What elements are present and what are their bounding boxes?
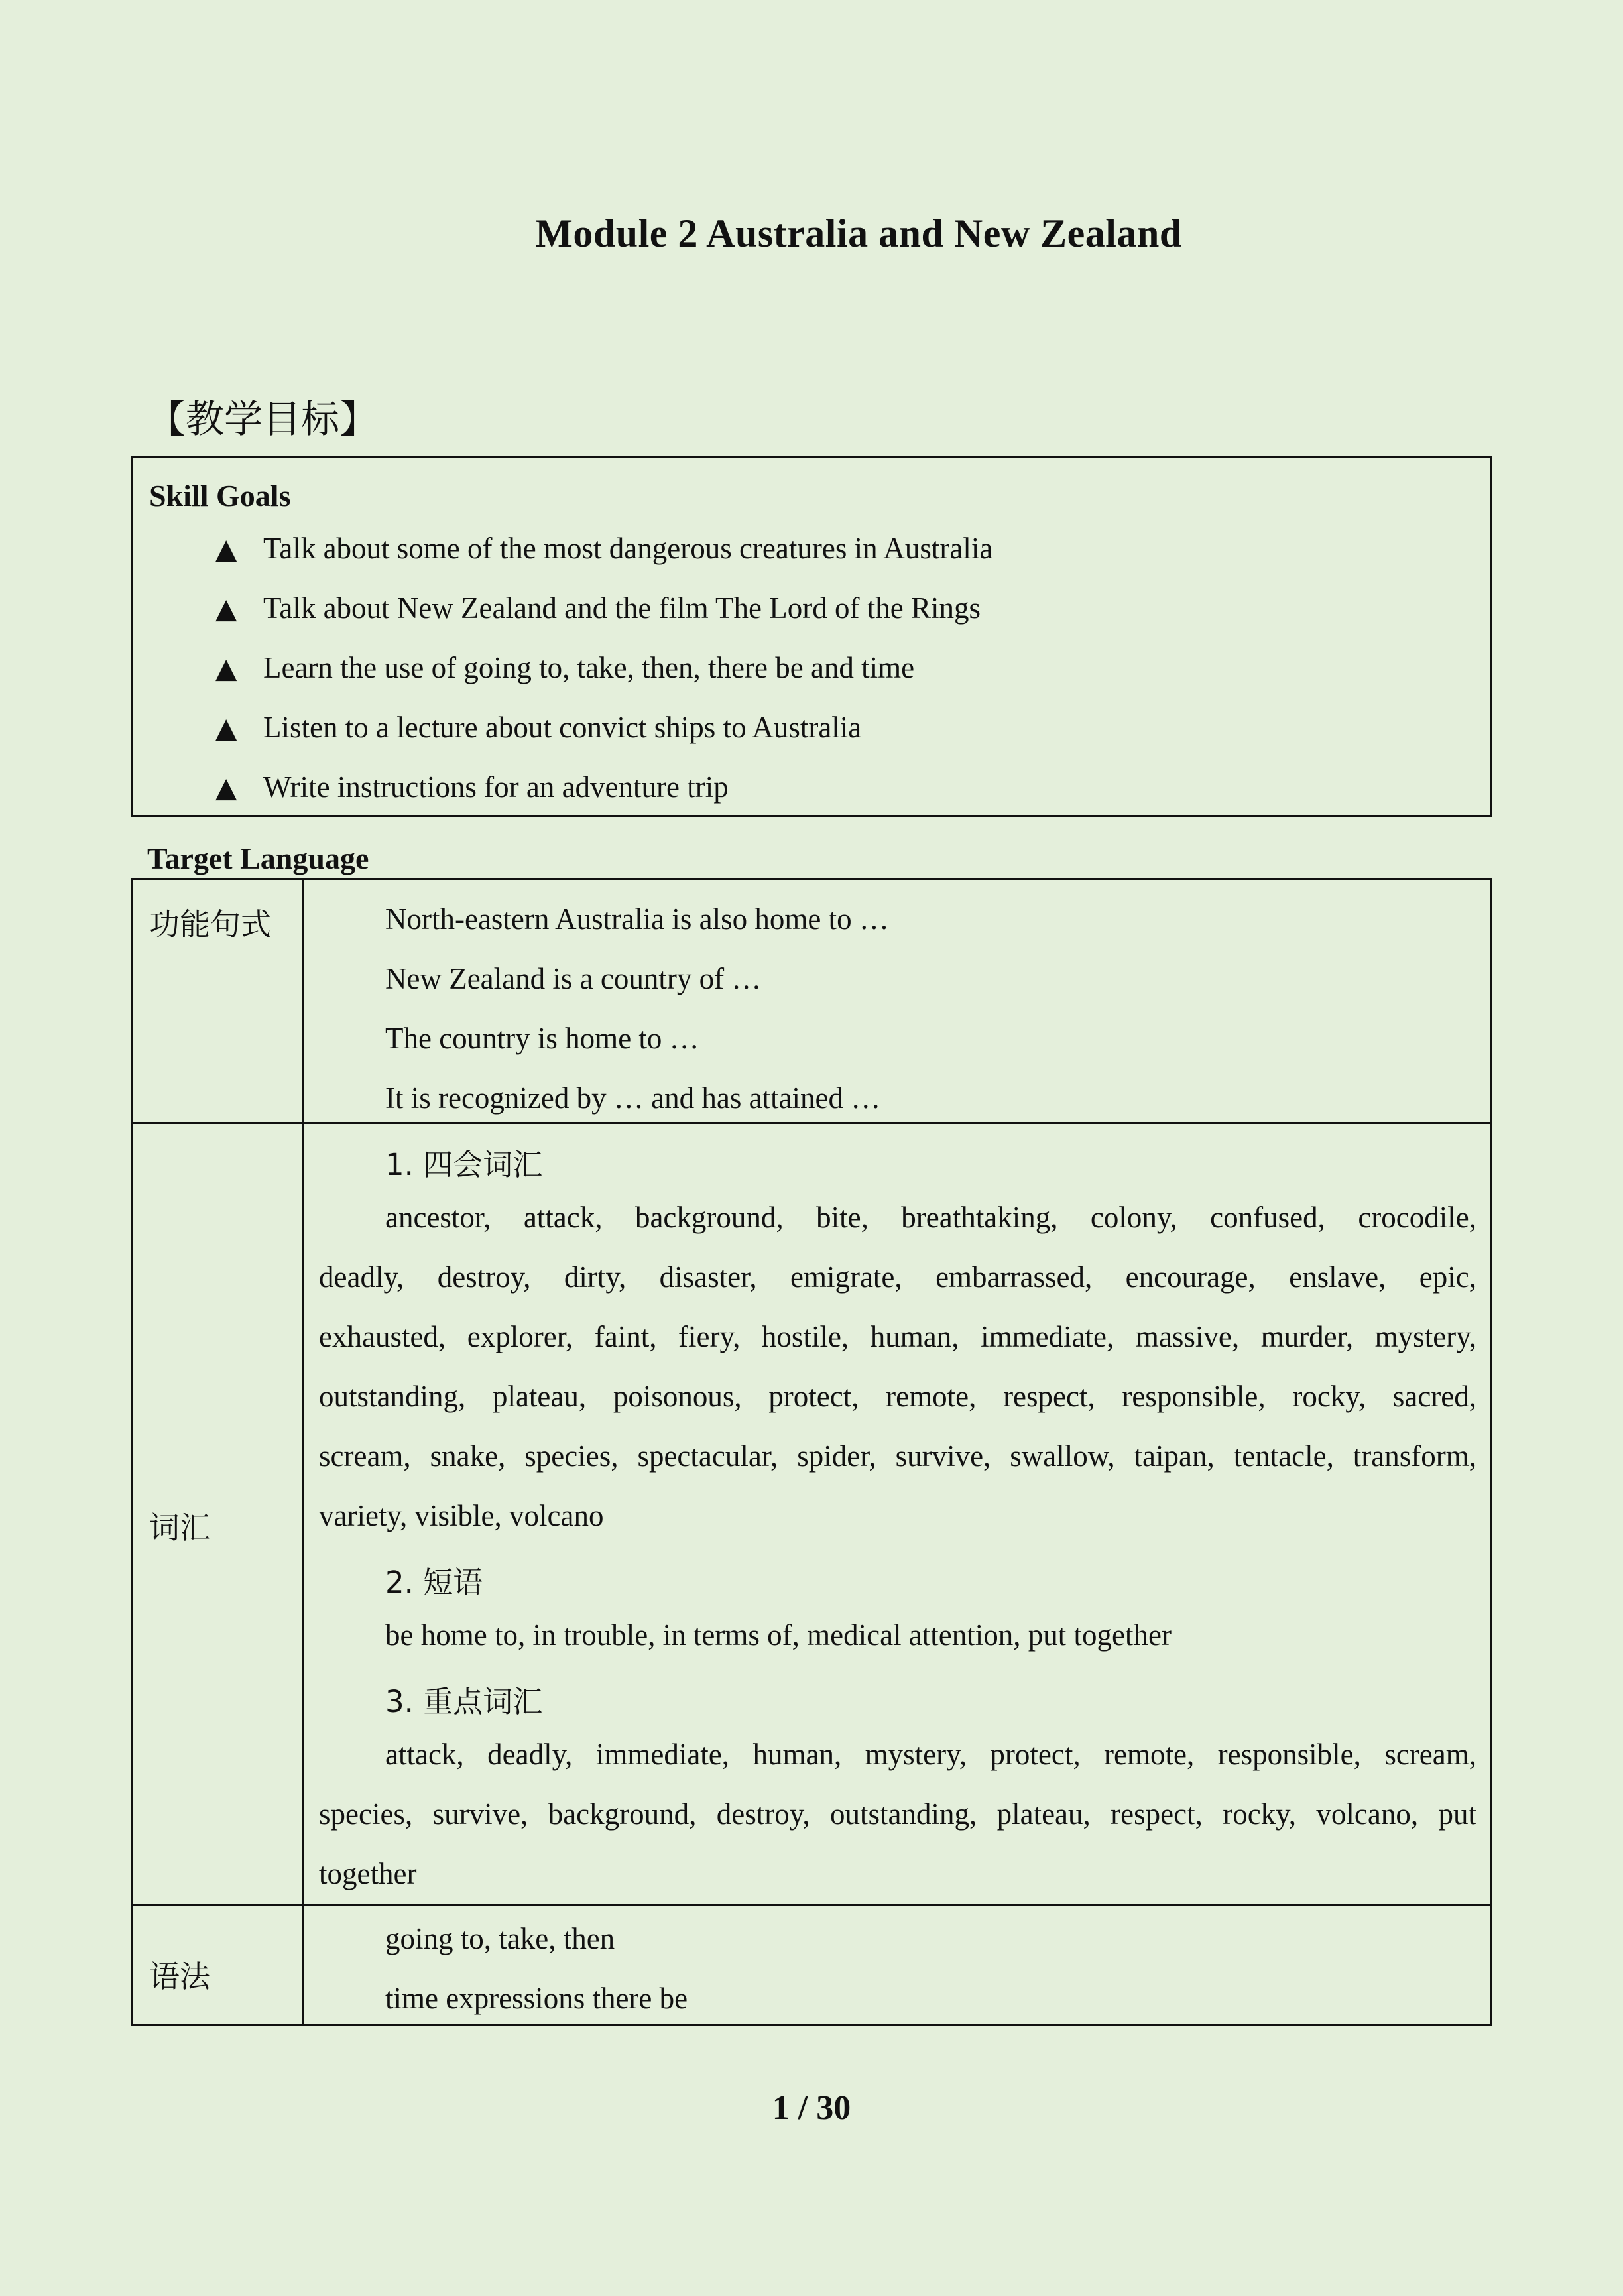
vocab-line: ancestor, attack, background, bite, breathtaking, colony, confused, crocodile, (385, 1201, 1476, 1234)
document-title: Module 2 Australia and New Zealand (535, 211, 1182, 255)
vocab-line: scream, snake, species, spectacular, spider, survive, swallow, taipan, tentacle, transform, (319, 1439, 1476, 1473)
functional-line: New Zealand is a country of … (385, 962, 762, 995)
functional-line: North-eastern Australia is also home to … (385, 902, 889, 936)
grammar-line: going to, take, then (385, 1922, 615, 1955)
skill-goals-heading: Skill Goals (149, 479, 291, 513)
vocab-line: outstanding, plateau, poisonous, protect, remote, respect, responsible, rocky, sacred, (319, 1380, 1476, 1413)
vocab-section-title: 1. 四会词汇 (385, 1147, 543, 1182)
row-divider (133, 1904, 1490, 1906)
key-vocab-line: species, survive, background, destroy, outstanding, plateau, respect, rocky, volcano, put (319, 1797, 1476, 1831)
triangle-bullet-icon: ▲ (215, 770, 237, 804)
row-divider (133, 1122, 1490, 1124)
vocab-line: deadly, destroy, dirty, disaster, emigrate, embarrassed, encourage, enslave, epic, (319, 1260, 1476, 1294)
skill-goal-item: ▲ Write instructions for an adventure trip (215, 770, 729, 804)
skill-goal-item: ▲ Talk about some of the most dangerous creatures in Australia (215, 532, 993, 565)
triangle-bullet-icon: ▲ (215, 532, 237, 565)
key-vocab-line: together (319, 1857, 417, 1890)
page-indicator: 1 / 30 (772, 2089, 851, 2127)
vocab-line: variety, visible, volcano (319, 1499, 604, 1532)
vocabulary-label: 词汇 (149, 1510, 210, 1545)
target-language-table (131, 878, 1492, 2026)
vocab-section-title: 2. 短语 (385, 1565, 483, 1600)
objectives-header: 【教学目标】 (147, 396, 379, 442)
skill-goal-item: ▲ Learn the use of going to, take, then, there be and time (215, 651, 915, 684)
functional-line: The country is home to … (385, 1022, 699, 1055)
functional-line: It is recognized by … and has attained … (385, 1081, 881, 1115)
key-vocab-line: attack, deadly, immediate, human, mystery, protect, remote, responsible, scream, (385, 1738, 1476, 1771)
vocab-section-title: 3. 重点词汇 (385, 1684, 543, 1719)
functional-label: 功能句式 (149, 906, 271, 942)
grammar-line: time expressions there be (385, 1982, 688, 2015)
column-divider (302, 880, 304, 2024)
triangle-bullet-icon: ▲ (215, 591, 237, 625)
target-language-heading: Target Language (147, 841, 369, 875)
skill-goal-item: ▲ Listen to a lecture about convict ships to Australia (215, 711, 862, 744)
grammar-label: 语法 (149, 1959, 210, 1994)
phrase-line: be home to, in trouble, in terms of, medical attention, put together (385, 1618, 1172, 1652)
skill-goals-box (131, 456, 1492, 817)
triangle-bullet-icon: ▲ (215, 711, 237, 744)
triangle-bullet-icon: ▲ (215, 651, 237, 684)
vocab-line: exhausted, explorer, faint, fiery, hostile, human, immediate, massive, murder, mystery, (319, 1320, 1476, 1353)
skill-goal-item: ▲ Talk about New Zealand and the film The Lord of the Rings (215, 591, 981, 625)
